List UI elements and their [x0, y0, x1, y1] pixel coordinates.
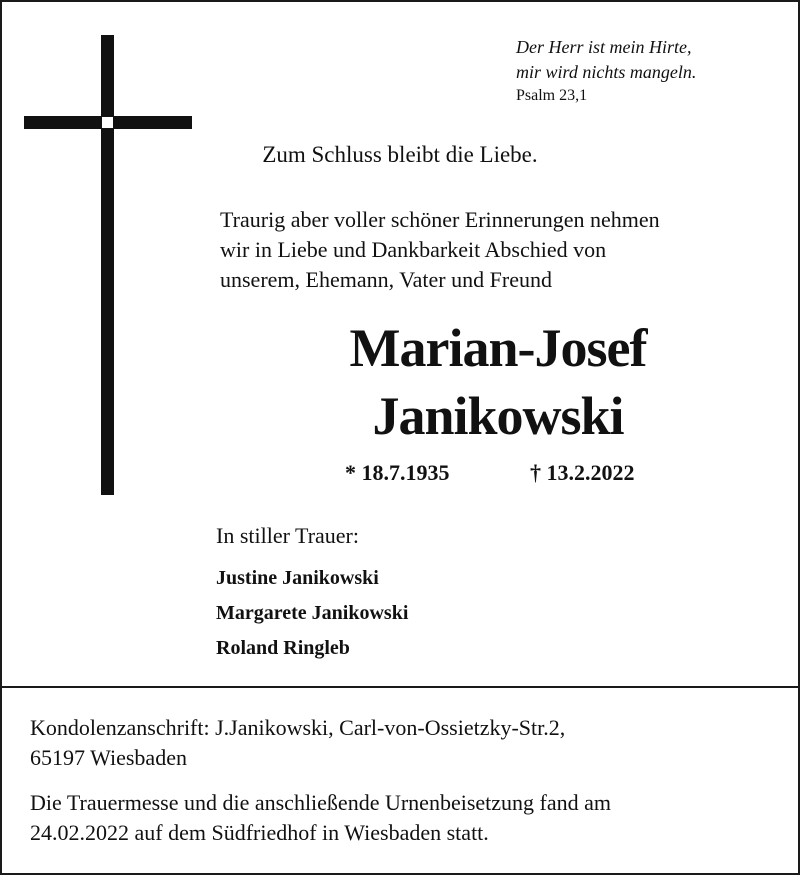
- intro-line-1: Traurig aber voller schöner Erinnerungen nehmen: [220, 207, 660, 232]
- service-line-1: Die Trauermesse und die anschließende Urnenbeisetzung fand am: [30, 790, 611, 815]
- bible-quote: [516, 35, 696, 107]
- mourner-name: Justine Janikowski: [216, 567, 379, 589]
- death-date: † 13.2.2022: [530, 460, 635, 485]
- intro-text: [220, 205, 660, 295]
- quote-line-1: Der Herr ist mein Hirte,: [516, 37, 692, 57]
- intro-line-3: unserem, Ehemann, Vater und Freund: [220, 267, 552, 292]
- condolence-line-2: 65197 Wiesbaden: [30, 745, 187, 770]
- condolence-line-1: Kondolenzanschrift: J.Janikowski, Carl-von-Ossietzky-Str.2,: [30, 715, 566, 740]
- mourners-list: [216, 561, 408, 666]
- mourner-name: Roland Ringleb: [216, 637, 350, 659]
- mourner-name: Margarete Janikowski: [216, 602, 409, 624]
- quote-line-2: mir wird nichts mangeln.: [516, 62, 697, 82]
- cross-vertical-bar: [101, 35, 114, 495]
- divider: [2, 686, 798, 688]
- deceased-name: [238, 314, 758, 450]
- intro-line-2: wir in Liebe und Dankbarkeit Abschied von: [220, 237, 607, 262]
- cross-center-mark: [102, 117, 113, 128]
- quote-reference: Psalm 23,1: [516, 87, 588, 104]
- condolence-address: [30, 713, 565, 773]
- deceased-first-name: Marian-Josef: [349, 318, 647, 378]
- service-info: [30, 788, 611, 848]
- deceased-last-name: Janikowski: [372, 386, 624, 446]
- service-line-2: 24.02.2022 auf dem Südfriedhof in Wiesbaden statt.: [30, 820, 489, 845]
- mourners-heading: In stiller Trauer:: [216, 523, 359, 548]
- birth-date: * 18.7.1935: [345, 460, 450, 485]
- motto: Zum Schluss bleibt die Liebe.: [262, 142, 538, 167]
